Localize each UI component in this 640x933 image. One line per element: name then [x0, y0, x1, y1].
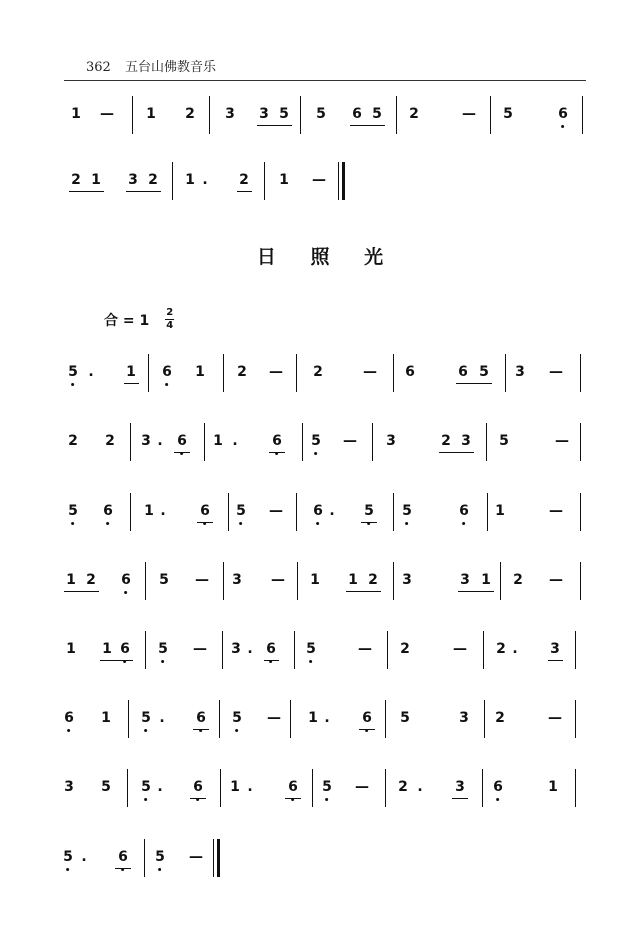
note: 1 [66, 572, 76, 588]
beam-underline [257, 125, 292, 126]
note: 1 [102, 641, 112, 657]
note: 1 [185, 172, 195, 188]
note: 1 [195, 364, 205, 380]
note: 6 [193, 779, 203, 795]
page-number: 362 [86, 60, 111, 75]
low-octave-dot [166, 383, 169, 386]
dash-note: — [549, 503, 563, 519]
dash-note: — [195, 572, 209, 588]
note: 5 [101, 779, 111, 795]
dash-note: — [358, 641, 372, 657]
beam-underline [197, 522, 213, 523]
note: 5 [141, 779, 151, 795]
bar-line [396, 96, 397, 134]
note: 6 [313, 503, 323, 519]
dash-note: — [193, 641, 207, 657]
note: 1 [348, 572, 358, 588]
bar-line [483, 631, 484, 669]
final-barline-thin [213, 839, 214, 877]
beam-underline [285, 798, 301, 799]
note: 3 [141, 433, 151, 449]
note: 2 [368, 572, 378, 588]
low-octave-dot [145, 798, 148, 801]
note: 5 [499, 433, 509, 449]
beam-underline [456, 383, 492, 384]
score-row [0, 564, 640, 604]
bar-line [127, 769, 128, 807]
bar-line [500, 562, 501, 600]
beam-underline [174, 452, 190, 453]
low-octave-dot [240, 522, 243, 525]
bar-line [575, 631, 576, 669]
note: 6 [458, 364, 468, 380]
bar-line [393, 493, 394, 531]
score-row [0, 356, 640, 396]
bar-line [172, 162, 173, 200]
note: 2 [496, 641, 506, 657]
bar-line [290, 700, 291, 738]
dash-note: — [548, 710, 562, 726]
low-octave-dot [562, 125, 565, 128]
note: 1 [310, 572, 320, 588]
bar-line [372, 423, 373, 461]
note: 3 [402, 572, 412, 588]
note: 3 [515, 364, 525, 380]
note: 5 [311, 433, 321, 449]
augmentation-dot: . [324, 710, 330, 726]
score-row [0, 633, 640, 673]
note: 5 [402, 503, 412, 519]
low-octave-dot [310, 660, 313, 663]
note: 3 [259, 106, 269, 122]
final-barline-thin [338, 162, 339, 200]
bar-line [575, 700, 576, 738]
low-octave-dot [145, 729, 148, 732]
note: 3 [461, 433, 471, 449]
note: 2 [495, 710, 505, 726]
dash-note: — [555, 433, 569, 449]
bar-line [130, 423, 131, 461]
note: 3 [128, 172, 138, 188]
bar-line [296, 354, 297, 392]
dash-note: — [343, 433, 357, 449]
dash-note: — [189, 849, 203, 865]
note: 5 [236, 503, 246, 519]
beam-underline [264, 660, 279, 661]
note: 3 [231, 641, 241, 657]
note: 6 [266, 641, 276, 657]
bar-line [393, 354, 394, 392]
bar-line [385, 769, 386, 807]
page-header [86, 56, 216, 75]
note: 6 [162, 364, 172, 380]
beam-underline [548, 660, 563, 661]
note: 5 [322, 779, 332, 795]
augmentation-dot: . [157, 779, 163, 795]
note: 6 [558, 106, 568, 122]
note: 1 [548, 779, 558, 795]
note: 6 [352, 106, 362, 122]
augmentation-dot: . [247, 779, 253, 795]
low-octave-dot [159, 868, 162, 871]
bar-line [128, 700, 129, 738]
note: 5 [400, 710, 410, 726]
note: 5 [68, 364, 78, 380]
note: 6 [200, 503, 210, 519]
note: 5 [364, 503, 374, 519]
note: 1 [126, 364, 136, 380]
bar-line [204, 423, 205, 461]
augmentation-dot: . [512, 641, 518, 657]
bar-line [209, 96, 210, 134]
note: 1 [144, 503, 154, 519]
bar-line [222, 631, 223, 669]
bar-line [145, 562, 146, 600]
bar-line [302, 423, 303, 461]
beam-underline [361, 522, 377, 523]
note: 2 [185, 106, 195, 122]
beam-underline [359, 729, 375, 730]
note: 1 [101, 710, 111, 726]
dash-note: — [269, 364, 283, 380]
note: 5 [232, 710, 242, 726]
key-signature [104, 308, 174, 331]
note: 6 [103, 503, 113, 519]
note: 2 [398, 779, 408, 795]
bar-line [228, 493, 229, 531]
dash-note: — [100, 106, 114, 122]
time-bottom: 4 [166, 320, 174, 331]
note: 2 [237, 364, 247, 380]
bar-line [505, 354, 506, 392]
note: 1 [279, 172, 289, 188]
note: 2 [441, 433, 451, 449]
low-octave-dot [497, 798, 500, 801]
dash-note: — [355, 779, 369, 795]
note: 1 [481, 572, 491, 588]
bar-line [490, 96, 491, 134]
low-octave-dot [326, 798, 329, 801]
time-top: 2 [166, 307, 174, 318]
note: 2 [71, 172, 81, 188]
dash-note: — [549, 364, 563, 380]
bar-line [393, 562, 394, 600]
dash-note: — [267, 710, 281, 726]
score-row [0, 98, 640, 138]
low-octave-dot [72, 522, 75, 525]
dash-note: — [462, 106, 476, 122]
beam-underline [64, 591, 99, 592]
bar-line [223, 354, 224, 392]
beam-underline [100, 660, 133, 661]
book-title: 五台山佛教音乐 [124, 60, 216, 75]
final-barline-thick [342, 162, 345, 200]
note: 6 [121, 572, 131, 588]
header-rule [64, 80, 586, 81]
beam-underline [350, 125, 385, 126]
bar-line [223, 562, 224, 600]
low-octave-dot [68, 729, 71, 732]
time-signature [165, 308, 174, 331]
bar-line [312, 769, 313, 807]
low-octave-dot [72, 383, 75, 386]
bar-line [580, 562, 581, 600]
dash-note: — [453, 641, 467, 657]
note: 6 [177, 433, 187, 449]
low-octave-dot [317, 522, 320, 525]
note: 2 [105, 433, 115, 449]
augmentation-dot: . [88, 364, 94, 380]
beam-underline [124, 383, 139, 384]
note: 6 [118, 849, 128, 865]
augmentation-dot: . [417, 779, 423, 795]
note: 1 [91, 172, 101, 188]
score-row [0, 702, 640, 742]
augmentation-dot: . [247, 641, 253, 657]
note: 1 [495, 503, 505, 519]
beam-underline [452, 798, 468, 799]
note: 5 [503, 106, 513, 122]
note: 2 [400, 641, 410, 657]
augmentation-dot: . [81, 849, 87, 865]
augmentation-dot: . [329, 503, 335, 519]
note: 6 [405, 364, 415, 380]
dash-note: — [312, 172, 326, 188]
note: 3 [64, 779, 74, 795]
note: 5 [479, 364, 489, 380]
note: 6 [120, 641, 130, 657]
note: 2 [86, 572, 96, 588]
low-octave-dot [162, 660, 165, 663]
note: 5 [159, 572, 169, 588]
note: 5 [279, 106, 289, 122]
beam-underline [439, 452, 474, 453]
note: 6 [64, 710, 74, 726]
beam-underline [190, 798, 206, 799]
bar-line [487, 493, 488, 531]
low-octave-dot [125, 591, 128, 594]
note: 2 [313, 364, 323, 380]
bar-line [297, 562, 298, 600]
note: 1 [66, 641, 76, 657]
note: 5 [68, 503, 78, 519]
bar-line [482, 769, 483, 807]
bar-line [582, 96, 583, 134]
low-octave-dot [315, 452, 318, 455]
low-octave-dot [107, 522, 110, 525]
bar-line [144, 839, 145, 877]
augmentation-dot: . [232, 433, 238, 449]
bar-line [220, 769, 221, 807]
bar-line [486, 423, 487, 461]
note: 6 [288, 779, 298, 795]
note: 5 [316, 106, 326, 122]
bar-line [580, 493, 581, 531]
beam-underline [346, 591, 381, 592]
dash-note: — [549, 572, 563, 588]
note: 3 [459, 710, 469, 726]
note: 6 [196, 710, 206, 726]
bar-line [294, 631, 295, 669]
note: 2 [409, 106, 419, 122]
song-title: 日 照 光 [256, 246, 398, 268]
bar-line [484, 700, 485, 738]
augmentation-dot: . [160, 503, 166, 519]
note: 6 [459, 503, 469, 519]
augmentation-dot: . [202, 172, 208, 188]
beam-underline [69, 191, 104, 192]
bar-line [575, 769, 576, 807]
note: 3 [225, 106, 235, 122]
bar-line [130, 493, 131, 531]
key-text: 合 = 1 [104, 312, 150, 329]
note: 5 [155, 849, 165, 865]
bar-line [580, 354, 581, 392]
note: 1 [230, 779, 240, 795]
note: 5 [63, 849, 73, 865]
note: 3 [550, 641, 560, 657]
note: 1 [308, 710, 318, 726]
note: 5 [158, 641, 168, 657]
low-octave-dot [236, 729, 239, 732]
augmentation-dot: . [157, 433, 163, 449]
note: 6 [272, 433, 282, 449]
note: 3 [460, 572, 470, 588]
low-octave-dot [67, 868, 70, 871]
note: 5 [141, 710, 151, 726]
beam-underline [237, 191, 252, 192]
beam-underline [458, 591, 494, 592]
low-octave-dot [463, 522, 466, 525]
bar-line [300, 96, 301, 134]
score-row [0, 164, 640, 204]
bar-line [580, 423, 581, 461]
final-barline-thick [217, 839, 220, 877]
dash-note: — [269, 503, 283, 519]
score-row [0, 841, 640, 881]
note: 3 [232, 572, 242, 588]
beam-underline [269, 452, 285, 453]
beam-underline [193, 729, 209, 730]
score-row [0, 771, 640, 811]
bar-line [296, 493, 297, 531]
bar-line [132, 96, 133, 134]
dash-note: — [271, 572, 285, 588]
bar-line [148, 354, 149, 392]
low-octave-dot [406, 522, 409, 525]
score-row [0, 425, 640, 465]
bar-line [219, 700, 220, 738]
note: 3 [386, 433, 396, 449]
note: 2 [148, 172, 158, 188]
bar-line [387, 631, 388, 669]
bar-line [145, 631, 146, 669]
dash-note: — [363, 364, 377, 380]
note: 2 [68, 433, 78, 449]
beam-underline [126, 191, 161, 192]
note: 1 [71, 106, 81, 122]
score-row [0, 495, 640, 535]
note: 1 [213, 433, 223, 449]
note: 3 [455, 779, 465, 795]
note: 2 [239, 172, 249, 188]
note: 5 [306, 641, 316, 657]
note: 5 [372, 106, 382, 122]
note: 6 [493, 779, 503, 795]
beam-underline [115, 868, 131, 869]
augmentation-dot: . [159, 710, 165, 726]
note: 2 [513, 572, 523, 588]
bar-line [385, 700, 386, 738]
bar-line [264, 162, 265, 200]
note: 6 [362, 710, 372, 726]
note: 1 [146, 106, 156, 122]
